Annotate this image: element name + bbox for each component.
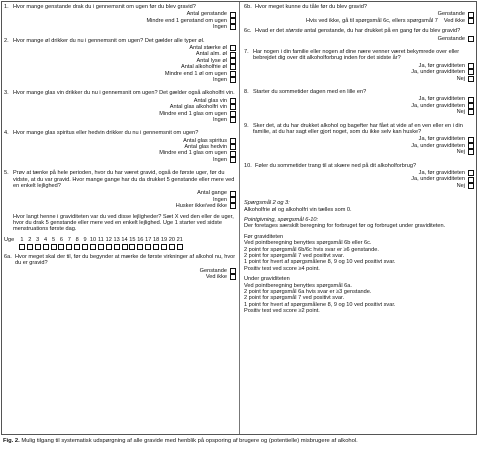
question-text: Starter du sommetider dagen med en lille en? (253, 88, 367, 95)
scoring-subheading: Under graviditeten (244, 276, 290, 283)
answer-label: Ja, under graviditeten (411, 69, 465, 76)
question-6b (244, 4, 474, 10)
checkbox[interactable] (230, 151, 236, 157)
week-cell (105, 244, 113, 250)
caption-text: Mulig tilgang til systematisk udspørgning af alle gravide med henblik på opsporing af brugere og (potentielle) misbrugere af alkohol. (19, 438, 358, 444)
week-number: 15 (129, 237, 136, 244)
checkbox[interactable] (230, 71, 236, 77)
checkbox[interactable] (230, 117, 236, 123)
column-divider (239, 2, 240, 434)
week-number: 8 (75, 237, 79, 244)
scoring-line: 1 point for hvert af spørgsmålene 8, 9 og 10 ved positivt svar. (244, 259, 396, 266)
week-checkbox[interactable] (27, 244, 33, 250)
checkbox[interactable] (468, 183, 474, 189)
question-number: 1. (4, 4, 9, 10)
week-checkbox[interactable] (106, 244, 112, 250)
week-number: 20 (168, 237, 175, 244)
question-number: 7. (244, 48, 249, 55)
week-checkbox[interactable] (66, 244, 72, 250)
answer-label: Nej (456, 109, 465, 116)
answer-label: Genstande (437, 11, 465, 18)
week-checkbox[interactable] (98, 244, 104, 250)
checkbox[interactable] (230, 98, 236, 104)
checkbox[interactable] (230, 58, 236, 64)
week-number: 9 (83, 237, 87, 244)
checkbox[interactable] (468, 149, 474, 155)
question-text: Hvor mange glas vin drikker du nu i gennemsnit om ugen? Det gælder også alkoholfri vin. (13, 90, 235, 97)
week-number: 2 (28, 237, 32, 244)
week-number: 17 (145, 237, 152, 244)
checkbox[interactable] (468, 109, 474, 115)
question-10 (244, 163, 474, 169)
question-text: Prøv at tænke på hele perioden, hvor du har været gravid, også de første uger, før du vidste, at du var gravid. Hvor mange gange har du da drukket 5 genstande eller mere ved en enkelt lejlighed? (13, 170, 235, 190)
week-checkbox[interactable] (58, 244, 64, 250)
week-cell (81, 244, 89, 250)
week-number: 11 (97, 237, 104, 244)
week-checkbox[interactable] (169, 244, 175, 250)
checkbox[interactable] (468, 97, 474, 103)
week-cell (121, 244, 129, 250)
answer-label: Antal alm. øl (195, 51, 227, 58)
checkbox[interactable] (468, 143, 474, 149)
week-number: 12 (105, 237, 112, 244)
week-checkbox[interactable] (43, 244, 49, 250)
week-number: 3 (36, 237, 40, 244)
answer-label: Mindre end 1 genstand om ugen (146, 17, 227, 24)
week-checkbox[interactable] (177, 244, 183, 250)
question-number: 3. (4, 90, 9, 97)
scoring-text: Der foretages særskilt beregning for forbruget før og forbruget under graviditeten. (244, 223, 446, 230)
checkbox[interactable] (468, 177, 474, 183)
question-6c (244, 28, 474, 34)
answer-label: Ingen (213, 116, 227, 123)
checkbox[interactable] (230, 18, 236, 24)
week-label: Uge (4, 237, 15, 244)
checkbox[interactable] (230, 24, 236, 30)
week-number: 13 (113, 237, 120, 244)
scoring-heading: Spørgsmål 2 og 3: (244, 200, 290, 207)
checkbox[interactable] (468, 76, 474, 82)
caption-label: Fig. 2. (3, 438, 20, 444)
checkbox[interactable] (230, 64, 236, 70)
question-text: Har nogen i din familie eller nogen af dine nære venner været bekymrede over eller bebrejdet dig over dit alkoholforbrug inden for det sidste år? (253, 48, 460, 62)
week-number: 7 (67, 237, 71, 244)
checkbox[interactable] (230, 144, 236, 150)
answer-label: Antal gange (197, 190, 227, 197)
week-cell (113, 244, 121, 250)
answer-label: Antal glas alkoholfri vin (169, 104, 227, 111)
answer-label: Ja, under graviditeten (411, 142, 465, 149)
left-column (4, 4, 236, 280)
checkbox[interactable] (230, 45, 236, 51)
question-number: 2. (4, 37, 9, 44)
answer-label: Ja, før graviditeten (418, 136, 465, 143)
checkbox[interactable] (230, 111, 236, 117)
checkbox[interactable] (468, 170, 474, 176)
week-cell (65, 244, 73, 250)
question-text: Hvad er det største antal genstande, du har drukket på en gang før du blev gravid? (255, 28, 461, 35)
checkbox[interactable] (230, 104, 236, 110)
checkbox[interactable] (468, 63, 474, 69)
answer-label: Antal stærke øl (189, 44, 227, 51)
answer-row[interactable] (4, 274, 236, 280)
scoring-line: 2 point for spørgsmål 6b/6c hvis svar er ≥6 genstande. (244, 246, 379, 253)
question-text: Føler du sommetider trang til at skære ned på dit alkoholforbrug? (255, 162, 417, 169)
question-text: Hvor mange genstande drak du i gennemsnit om ugen før du blev gravid? (13, 4, 196, 10)
checkbox[interactable] (230, 157, 236, 163)
checkbox[interactable] (468, 36, 474, 42)
week-cell (26, 244, 34, 250)
week-checkbox[interactable] (122, 244, 128, 250)
week-cell (168, 244, 176, 250)
scoring-line: 2 point for spørgsmål 7 ved positivt svar. (244, 252, 345, 259)
week-cell (34, 244, 42, 250)
week-cell (152, 244, 160, 250)
question-3 (4, 90, 236, 96)
checkbox[interactable] (230, 274, 236, 280)
week-number: 18 (152, 237, 160, 244)
week-cell (57, 244, 65, 250)
answer-label: Antal alkoholfrie øl (180, 64, 227, 71)
answer-label: Ingen (213, 24, 227, 31)
checkbox[interactable] (468, 103, 474, 109)
scoring-text: Alkoholfrie øl og alkoholfri vin tælles som 0. (244, 206, 352, 213)
question-number: 6b. (244, 4, 252, 10)
week-cell (42, 244, 50, 250)
scoring-line: 2 point for spørgsmål 6a hvis svar er ≥3 genstande. (244, 288, 372, 295)
scoring-line: Positiv test ved score ≥2 point. (244, 308, 320, 315)
scoring-section (244, 200, 474, 315)
answer-label: Ved ikke (205, 274, 227, 281)
week-checkbox[interactable] (74, 244, 80, 250)
answer-label: Antal glas spiritus (183, 137, 227, 144)
question-5 (4, 170, 236, 189)
question-4 (4, 130, 236, 136)
checkbox[interactable] (230, 138, 236, 144)
question-6a (4, 254, 236, 267)
week-number: 5 (51, 237, 56, 244)
week-cell (144, 244, 152, 250)
week-number: 21 (176, 237, 183, 244)
question-number: 6a. (4, 253, 12, 260)
question-number: 6c. (244, 28, 252, 35)
answer-label: Genstande (199, 267, 227, 274)
question-number: 5. (4, 170, 9, 177)
right-column (244, 4, 474, 315)
question-8 (244, 89, 474, 95)
week-cell (97, 244, 105, 250)
answer-label: Antal genstande (186, 11, 227, 18)
week-checkbox[interactable] (161, 244, 167, 250)
checkbox[interactable] (230, 203, 236, 209)
checkbox[interactable] (468, 18, 474, 24)
week-checkbox[interactable] (82, 244, 88, 250)
week-cell (136, 244, 144, 250)
question-2 (4, 38, 236, 44)
question-number: 10. (244, 162, 252, 169)
scoring-heading: Pointgivning, spørgsmål 6-10: (244, 216, 318, 223)
answer-label: Ja, før graviditeten (418, 62, 465, 69)
answer-label: Husker ikke/ved ikke (175, 203, 227, 210)
answer-label: Antal lyse øl (196, 57, 227, 64)
week-checkbox[interactable] (145, 244, 151, 250)
scoring-line: Positiv test ved score ≥4 point. (244, 265, 320, 272)
week-number: 19 (160, 237, 168, 244)
question-number: 9. (244, 122, 249, 129)
week-number: 10 (89, 237, 97, 244)
answer-label: Ingen (213, 156, 227, 163)
question-text: Hvor mange glas spiritus eller hedvin drikker du nu i gennemsnit om ugen? (13, 130, 199, 137)
scoring-subheading: Før graviditeten (244, 233, 284, 240)
figure-caption (3, 438, 477, 445)
question-number: 4. (4, 130, 9, 137)
week-number: 4 (44, 237, 48, 244)
week-cell (128, 244, 136, 250)
week-checkbox[interactable] (137, 244, 143, 250)
answer-label: Mindre end 1 glas om ugen (159, 110, 227, 117)
answer-label: Ingen (213, 76, 227, 83)
answer-label: Antal glas vin (193, 97, 227, 104)
checkbox[interactable] (468, 69, 474, 75)
checkbox[interactable] (230, 52, 236, 58)
question-text: Hvor meget skal der til, før du begynder at mærke de første virkninger af alkohol nu, hvor du er gravid? (15, 253, 236, 267)
answer-label: Ja, før graviditeten (418, 169, 465, 176)
answer-label: Ved ikke (443, 17, 465, 24)
scoring-line: Ved pointberegning benyttes spørgsmål 6b eller 6c. (244, 240, 372, 247)
checkbox[interactable] (230, 268, 236, 274)
instruction-text: Hvis ved ikke, gå til spørgsmål 6c, ellers spørgsmål 7 (306, 17, 438, 24)
scoring-line: 2 point for spørgsmål 7 ved positivt svar. (244, 295, 345, 302)
checkbox[interactable] (468, 12, 474, 18)
week-checkbox[interactable] (19, 244, 25, 250)
week-cell (73, 244, 81, 250)
answer-label: Ja, under graviditeten (411, 176, 465, 183)
question-1 (4, 4, 236, 10)
question-text: Hvor meget kunne du tåle før du blev gravid? (255, 4, 367, 10)
question-7 (244, 49, 474, 62)
scoring-line: 1 point for hvert af spørgsmålene 8, 9 og 10 ved positivt svar. (244, 301, 396, 308)
week-cell (18, 244, 26, 250)
week-number: 1 (20, 237, 24, 244)
week-checkbox[interactable] (114, 244, 120, 250)
checkbox[interactable] (468, 137, 474, 143)
answer-label: Mindre end 1 glas om ugen (159, 150, 227, 157)
answer-label: Nej (456, 75, 465, 82)
answer-label: Ja, før graviditeten (418, 96, 465, 103)
question-text: Hvor mange øl drikker du nu i gennemsnit om ugen? Det gælder alle typer øl. (13, 37, 205, 44)
answer-label: Genstande (437, 35, 465, 42)
question-text: Sker det, at du har drukket alkohol og bagefter har fået at vide af en ven eller en i din familie, at du har sagt eller gjort noget, som du ikke selv kan huske? (253, 122, 463, 135)
checkbox[interactable] (230, 77, 236, 83)
week-cell (160, 244, 168, 250)
answer-label: Antal glas hedvin (184, 144, 227, 151)
week-checkbox[interactable] (51, 244, 57, 250)
week-checkbox[interactable] (153, 244, 159, 250)
answer-label: Nej (456, 149, 465, 156)
week-checkbox[interactable] (35, 244, 41, 250)
week-number-row (4, 237, 236, 244)
week-cell (50, 244, 58, 250)
week-checkbox[interactable] (90, 244, 96, 250)
answer-label: Nej (456, 182, 465, 189)
week-cell (89, 244, 97, 250)
week-number: 14 (121, 237, 128, 244)
answer-label: Mindre end 1 øl om ugen (164, 70, 227, 77)
week-cell (176, 244, 184, 250)
question-number: 8. (244, 88, 249, 95)
checkbox[interactable] (230, 191, 236, 197)
scoring-line: Ved pointberegning benyttes spørgsmål 6a. (244, 282, 352, 289)
week-number: 16 (137, 237, 144, 244)
question-9 (244, 123, 474, 136)
week-checkbox[interactable] (129, 244, 135, 250)
checkbox[interactable] (230, 197, 236, 203)
answer-label: Ingen (213, 196, 227, 203)
week-number: 6 (59, 237, 63, 244)
checkbox[interactable] (230, 12, 236, 18)
question-5-followup: Hvor langt henne i graviditeten var du ved disse lejligheder? Sæt X ved den eller de uger, hvor du drak 5 genstande eller mere ved en enkelt lejlighed. Uge 1 starter ved sidste menstruations første dag. (13, 213, 234, 233)
answer-label: Ja, under graviditeten (411, 102, 465, 109)
